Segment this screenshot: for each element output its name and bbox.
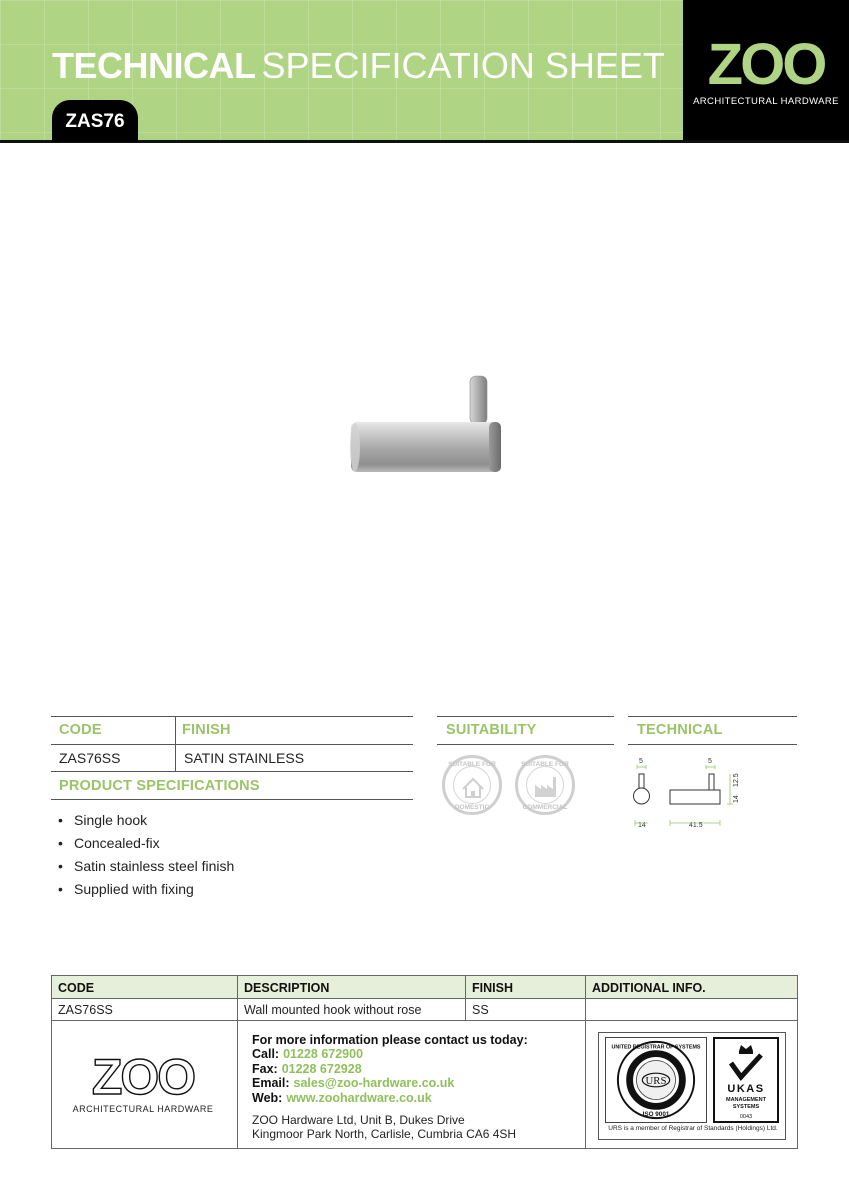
technical-top-rule bbox=[628, 716, 797, 717]
order-col-additional: ADDITIONAL INFO. bbox=[592, 981, 706, 995]
order-col-divider bbox=[237, 976, 238, 1148]
contact-block bbox=[252, 1033, 592, 1141]
order-code-value: ZAS76SS bbox=[58, 1003, 113, 1017]
product-image-hook bbox=[349, 374, 503, 474]
title-light: SPECIFICATION SHEET bbox=[261, 45, 665, 86]
dim-h2: 12.5 bbox=[733, 773, 740, 787]
order-info-table bbox=[51, 975, 798, 1149]
order-col-description: DESCRIPTION bbox=[244, 981, 330, 995]
order-description-value: Wall mounted hook without rose bbox=[244, 1003, 422, 1017]
spec-table-header-rule bbox=[51, 744, 413, 745]
product-code-tab: ZAS76 bbox=[52, 100, 138, 142]
factory-icon bbox=[526, 766, 564, 804]
contact-call: Call: 01228 672900 bbox=[252, 1047, 364, 1061]
page-title bbox=[52, 44, 665, 88]
product-specifications-heading: PRODUCT SPECIFICATIONS bbox=[59, 778, 260, 794]
ukas-name: UKAS bbox=[727, 1083, 765, 1095]
spec-table-row-rule bbox=[51, 771, 413, 772]
address-line-2: Kingmoor Park North, Carlisle, Cumbria CA6 4SH bbox=[252, 1127, 517, 1141]
ukas-number: 0043 bbox=[739, 1114, 753, 1120]
product-spec-list bbox=[58, 809, 234, 901]
spec-finish-value: SATIN STAINLESS bbox=[184, 750, 305, 766]
company-address bbox=[252, 1113, 592, 1141]
spec-finish-header: FINISH bbox=[182, 722, 231, 738]
contact-web: Web: www.zoohardware.co.uk bbox=[252, 1090, 432, 1105]
list-item: • Concealed-fix bbox=[58, 832, 234, 855]
contact-email: Email: sales@zoo-hardware.co.uk bbox=[252, 1076, 455, 1090]
certification-note: URS is a member of Registrar of Standards (Holdings) Ltd. bbox=[608, 1125, 778, 1132]
suitability-top-rule bbox=[437, 716, 614, 717]
order-col-finish: FINISH bbox=[472, 981, 513, 995]
certification-panel bbox=[598, 1032, 786, 1140]
spec-code-header: CODE bbox=[59, 722, 102, 738]
logo-wordmark: ZOO bbox=[707, 32, 825, 97]
urs-iso-text: ISO 9001 bbox=[642, 1111, 670, 1119]
domestic-badge bbox=[442, 755, 502, 815]
address-line-1: ZOO Hardware Ltd, Unit B, Dukes Drive bbox=[252, 1113, 465, 1127]
footer-logo-tagline: ARCHITECTURAL HARDWARE bbox=[72, 1104, 214, 1114]
order-additional-value bbox=[586, 999, 592, 1021]
ukas-sub1: MANAGEMENT bbox=[725, 1097, 767, 1103]
zoo-logo bbox=[683, 32, 849, 107]
suitability-bottom-rule bbox=[437, 744, 614, 745]
technical-bottom-rule bbox=[628, 744, 797, 745]
badge-bottom-text: DOMESTIC bbox=[454, 804, 490, 811]
badge-top-text: SUITABLE FOR bbox=[448, 761, 496, 768]
urs-ring-text: UNITED REGISTRAR OF SYSTEMS bbox=[611, 1044, 701, 1051]
spec-table-top-rule bbox=[51, 716, 413, 717]
technical-heading: TECHNICAL bbox=[637, 722, 723, 738]
order-table-header bbox=[52, 976, 797, 999]
order-col-divider bbox=[465, 976, 466, 1021]
table-row bbox=[52, 999, 797, 1021]
title-bold: TECHNICAL bbox=[52, 45, 256, 86]
website-link[interactable]: www.zoohardware.co.uk bbox=[286, 1090, 432, 1105]
dim-h1: 14 bbox=[733, 795, 740, 803]
order-col-code: CODE bbox=[58, 981, 95, 995]
house-icon bbox=[453, 766, 491, 804]
footer-logo-wordmark: ZOO bbox=[91, 1049, 195, 1105]
footer-zoo-logo bbox=[68, 1049, 218, 1114]
email-link[interactable]: sales@zoo-hardware.co.uk bbox=[293, 1076, 455, 1090]
urs-iso9001-seal bbox=[605, 1037, 707, 1123]
ukas-mark bbox=[713, 1037, 779, 1123]
contact-heading: For more information please contact us today: bbox=[252, 1033, 528, 1047]
order-finish-value: SS bbox=[472, 1003, 489, 1017]
list-item: • Single hook bbox=[58, 809, 234, 832]
commercial-badge bbox=[515, 755, 575, 815]
crown-tick-icon bbox=[715, 1041, 777, 1083]
dim-length: 41.5 bbox=[689, 822, 703, 829]
badge-top-text: SUITABLE FOR bbox=[521, 761, 569, 768]
dim-d2: 5 bbox=[708, 758, 712, 765]
urs-center-text: URS bbox=[645, 1074, 667, 1087]
spec-code-value: ZAS76SS bbox=[59, 750, 121, 766]
dim-d1: 5 bbox=[639, 758, 643, 765]
page-header bbox=[0, 0, 849, 142]
dim-width: 14 bbox=[638, 822, 646, 829]
contact-fax: Fax: 01228 672928 bbox=[252, 1061, 362, 1076]
badge-bottom-text: COMMERCIAL bbox=[522, 804, 568, 811]
logo-tagline: ARCHITECTURAL HARDWARE bbox=[693, 96, 839, 107]
suitability-heading: SUITABILITY bbox=[446, 722, 537, 738]
ukas-sub2: SYSTEMS bbox=[732, 1104, 760, 1110]
technical-drawing bbox=[630, 752, 790, 832]
product-specs-rule bbox=[51, 799, 413, 800]
list-item: • Satin stainless steel finish bbox=[58, 855, 234, 878]
list-item: • Supplied with fixing bbox=[58, 878, 234, 901]
